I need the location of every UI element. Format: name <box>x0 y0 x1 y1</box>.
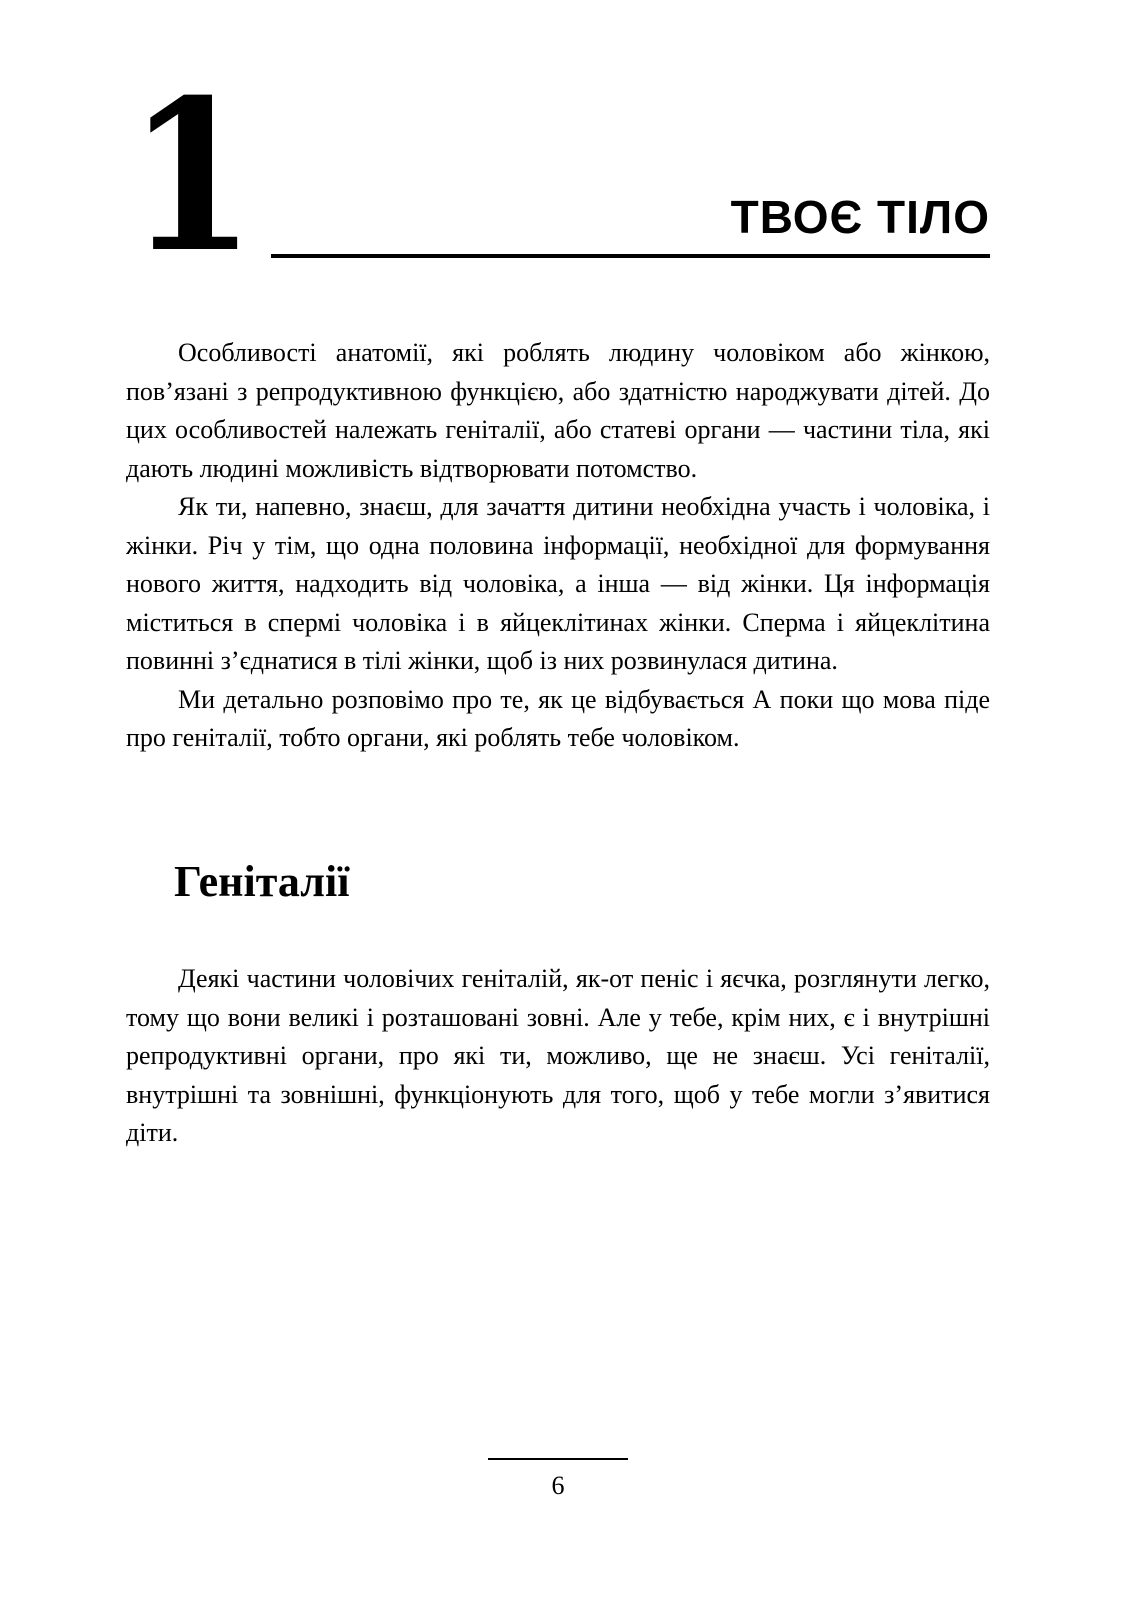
paragraph: Ми детально розповімо про те, як це відбувається А поки що мова піде про геніталії, тобто органи, які роблять тебе чоловіком. <box>126 684 990 753</box>
chapter-body <box>126 334 990 758</box>
footer-rule <box>488 1458 628 1460</box>
paragraph: Особливості анатомії, які роблять людину чоловіком або жінкою, пов’язані з репродуктивною функцією, або здатністю народжувати дітей. До цих особливостей належать геніталії, або статеві органи — частини тіла, які дають людині можливість відтворювати потомство. <box>126 338 990 483</box>
paragraph: Як ти, напевно, знаєш, для зачаття дитини необхідна участь і чоловіка, і жінки. Річ у тім, що одна половина інформації, необхідної для формування нового життя, надходить від чоловіка, а інша — від жінки. Ця інформація міститься в спермі чоловіка і в яйцеклітинах жінки. Сперма і яйцеклітина повинні з’єднатися в тілі жінки, щоб із них розвинулася дитина. <box>126 492 990 676</box>
chapter-rule <box>271 191 990 258</box>
chapter-number: 1 <box>128 55 251 299</box>
page-number: 6 <box>551 1471 565 1500</box>
paragraph: Деякі частини чоловічих геніталій, як-от пеніс і яєчка, розглянути легко, тому що вони великі і розташовані зовні. Але у тебе, крім них, є і внутрішні репродуктивні органи, про які ти, можливо, ще не знаєш. Усі геніталії, внутрішні та зовнішні, функціонують для того, щоб у тебе могли з’явитися діти. <box>126 964 990 1148</box>
section-body <box>126 960 990 1153</box>
section-heading: Геніталії <box>174 856 350 906</box>
page-footer <box>126 1458 990 1501</box>
chapter-title: ТВОЄ ТІЛО <box>730 191 990 244</box>
chapter-header <box>128 55 990 299</box>
